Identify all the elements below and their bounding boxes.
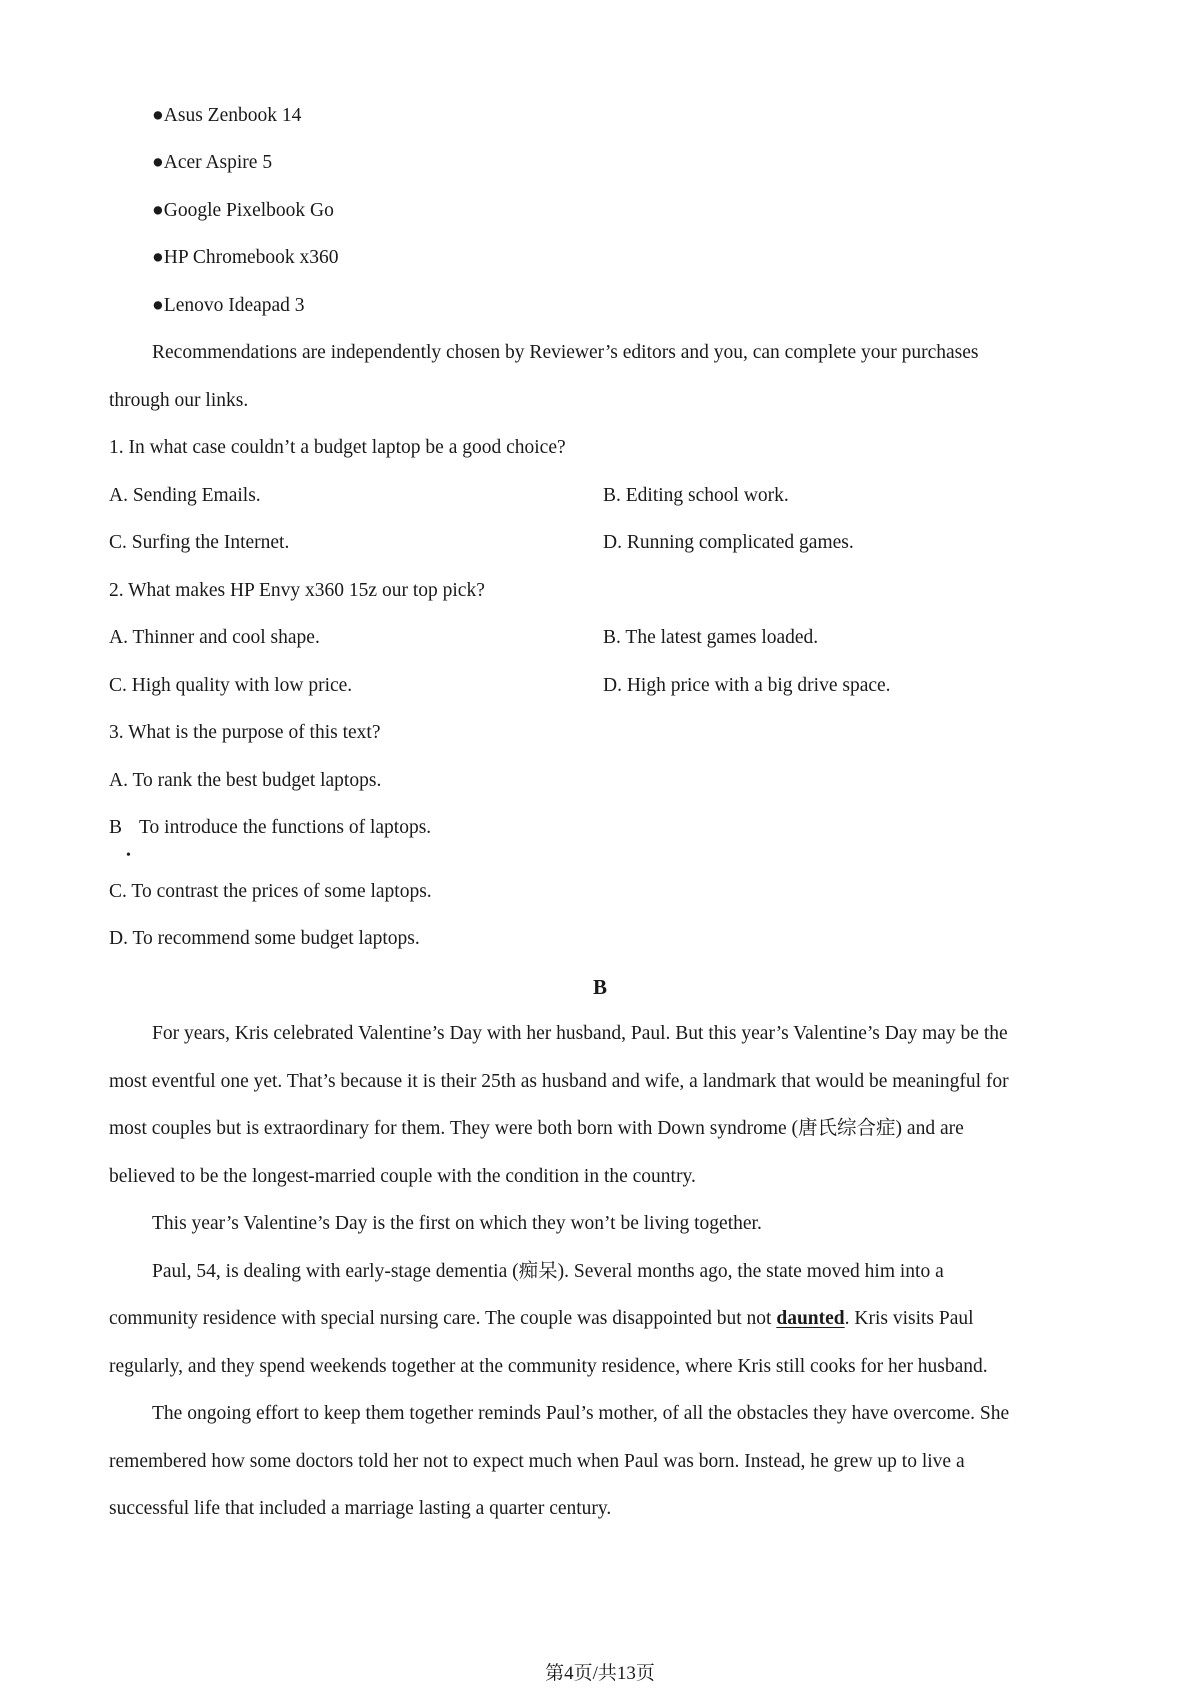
question-stem: 3. What is the purpose of this text? bbox=[109, 722, 381, 743]
paragraph-line: most couples but is extraordinary for them. They were both born with Down syndrome (唐氏综合症) and are bbox=[109, 1118, 964, 1139]
paragraph-line: Paul, 54, is dealing with early-stage dementia (痴呆). Several months ago, the state moved him into a bbox=[152, 1261, 944, 1282]
section-heading: B bbox=[592, 975, 607, 999]
paragraph-line: For years, Kris celebrated Valentine’s Day with her husband, Paul. But this year’s Valentine’s Day may be the bbox=[152, 1023, 1008, 1044]
answer-option-letter: B bbox=[109, 817, 123, 838]
paragraph-line: The ongoing effort to keep them together reminds Paul’s mother, of all the obstacles they have overcome. She bbox=[152, 1403, 1010, 1424]
answer-option: A. Thinner and cool shape. bbox=[109, 627, 320, 648]
list-item: ●Acer Aspire 5 bbox=[152, 152, 273, 173]
stray-dot: • bbox=[126, 848, 131, 863]
text-span: . Kris visits Paul bbox=[844, 1308, 974, 1329]
answer-option: C. High quality with low price. bbox=[109, 675, 353, 696]
answer-option: D. High price with a big drive space. bbox=[603, 675, 891, 696]
text-span: community residence with special nursing care. The couple was disappointed but not bbox=[109, 1308, 777, 1329]
answer-option: A. To rank the best budget laptops. bbox=[109, 770, 382, 791]
paragraph-line: most eventful one yet. That’s because it is their 25th as husband and wife, a landmark that would be meaningful for bbox=[109, 1071, 1009, 1092]
answer-option: D. Running complicated games. bbox=[603, 532, 854, 553]
answer-option: D. To recommend some budget laptops. bbox=[109, 928, 420, 949]
paragraph-line: regularly, and they spend weekends together at the community residence, where Kris still cooks for her husband. bbox=[109, 1356, 988, 1377]
list-item: ●HP Chromebook x360 bbox=[152, 247, 339, 268]
recommendation-text: Recommendations are independently chosen by Reviewer’s editors and you, can complete your purchases bbox=[152, 342, 979, 363]
page-footer: 第4页/共13页 bbox=[545, 1663, 655, 1684]
answer-option: B. The latest games loaded. bbox=[603, 627, 819, 648]
answer-option: A. Sending Emails. bbox=[109, 485, 261, 506]
paragraph-line bbox=[109, 1309, 974, 1329]
list-item: ●Asus Zenbook 14 bbox=[152, 105, 302, 126]
paragraph-line: believed to be the longest-married couple with the condition in the country. bbox=[109, 1166, 696, 1187]
underlined-keyword: daunted bbox=[776, 1308, 845, 1329]
paragraph-line: This year’s Valentine’s Day is the first on which they won’t be living together. bbox=[152, 1213, 762, 1234]
list-item: ●Lenovo Ideapad 3 bbox=[152, 295, 305, 316]
answer-option: C. Surfing the Internet. bbox=[109, 532, 290, 553]
list-item: ●Google Pixelbook Go bbox=[152, 200, 334, 221]
paragraph-line: remembered how some doctors told her not to expect much when Paul was born. Instead, he grew up to live a bbox=[109, 1451, 965, 1472]
answer-option: To introduce the functions of laptops. bbox=[139, 817, 432, 838]
question-stem: 1. In what case couldn’t a budget laptop be a good choice? bbox=[109, 437, 566, 458]
recommendation-text: through our links. bbox=[109, 390, 249, 411]
answer-option: C. To contrast the prices of some laptops. bbox=[109, 881, 432, 902]
answer-option: B. Editing school work. bbox=[603, 485, 789, 506]
paragraph-line: successful life that included a marriage lasting a quarter century. bbox=[109, 1498, 612, 1519]
question-stem: 2. What makes HP Envy x360 15z our top pick? bbox=[109, 580, 485, 601]
